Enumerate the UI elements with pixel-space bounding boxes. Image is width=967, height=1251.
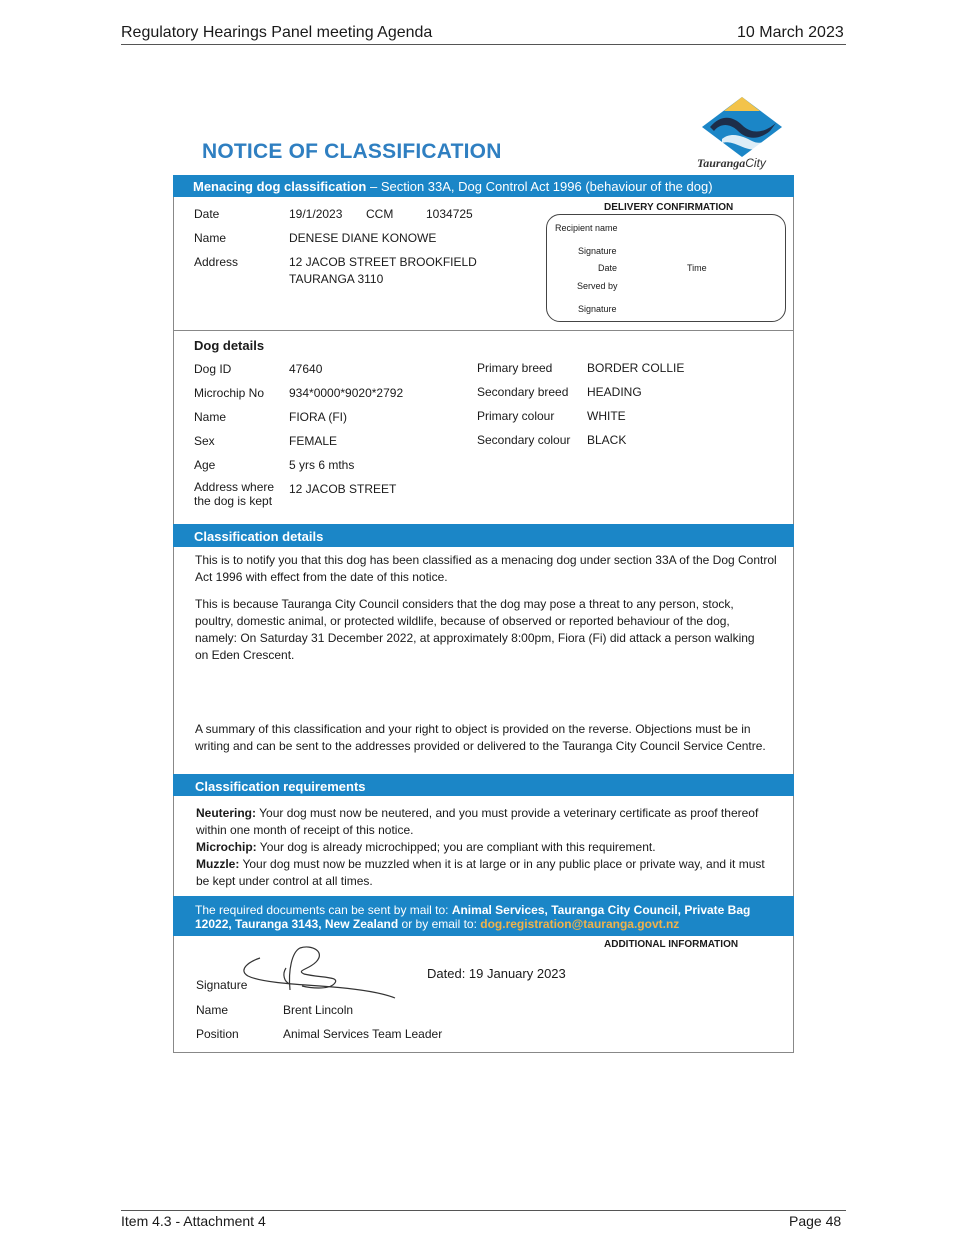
secondary-breed-label: Secondary breed [477, 385, 569, 399]
ccm-label: CCM [366, 207, 394, 221]
band-title-rest: – Section 33A, Dog Control Act 1996 (behaviour of the dog) [366, 179, 713, 194]
header-divider [121, 44, 846, 45]
dog-name-label: Name [194, 410, 227, 424]
additional-information-title: ADDITIONAL INFORMATION [604, 939, 739, 950]
requirements-text [196, 805, 774, 890]
classification-para-1: This is to notify you that this dog has been classified as a menacing dog under section 33A of the Dog Control Act 1996 with effect from the date of this notice. [195, 553, 777, 584]
primary-colour-value: WHITE [587, 409, 626, 423]
dog-sex-value: FEMALE [289, 434, 338, 448]
signer-name-value: Brent Lincoln [283, 1003, 354, 1017]
page-header-date: 10 March 2023 [737, 24, 844, 41]
owner-address-line2: TAURANGA 3110 [289, 272, 384, 286]
mail-instructions-band [173, 896, 794, 936]
footer-divider [121, 1210, 846, 1211]
page-footer-item: Item 4.3 - Attachment 4 [121, 1213, 266, 1229]
page-footer-page: Page 48 [789, 1213, 842, 1229]
owner-divider [173, 330, 794, 331]
requirement-microchip [196, 839, 774, 856]
notice-title: NOTICE OF CLASSIFICATION [202, 140, 502, 163]
recipient-name-label: Recipient name [555, 223, 618, 233]
dog-age-value: 5 yrs 6 mths [289, 458, 355, 472]
secondary-colour-label: Secondary colour [477, 433, 571, 447]
signature-label: Signature [196, 978, 248, 992]
recipient-signature-label: Signature [578, 246, 617, 256]
delivery-time-label: Time [687, 263, 707, 273]
primary-breed-label: Primary breed [477, 361, 553, 375]
signer-name-label: Name [196, 1003, 229, 1017]
secondary-breed-value: HEADING [587, 385, 642, 399]
mail-intro: The required documents can be sent by mail to: [195, 903, 452, 917]
dog-address-value: 12 JACOB STREET [289, 482, 397, 496]
dog-id-label: Dog ID [194, 362, 232, 376]
muzzle-text: Your dog must now be muzzled when it is at large or in any public place or private way, and it must be kept under control at all times. [196, 857, 765, 888]
dog-age-label: Age [194, 458, 216, 472]
owner-name-label: Name [194, 231, 227, 245]
date-value: 19/1/2023 [289, 207, 343, 221]
dog-address-label-1: Address where [194, 480, 275, 494]
microchip-value: 934*0000*9020*2792 [289, 386, 404, 400]
microchip-req-label: Microchip: [196, 840, 257, 854]
dog-name-value: FIORA (FI) [289, 410, 347, 424]
classification-para-3: A summary of this classification and your right to object is provided on the reverse. Objections must be in writing and can be sent to the addresses provided or delivered to the Tauranga City Council Service Centre. [195, 722, 766, 753]
mail-address: Animal Services, Tauranga City Council, Private Bag 12022, Tauranga 3143, New Zealand [195, 903, 751, 931]
logo-wordmark-main: Tauranga [697, 156, 746, 170]
band-title-bold: Menacing dog classification [193, 179, 367, 194]
secondary-colour-value: BLACK [587, 433, 627, 447]
requirement-muzzle [196, 856, 774, 890]
neutering-label: Neutering: [196, 806, 256, 820]
signer-position-value: Animal Services Team Leader [283, 1027, 443, 1041]
dated-text: Dated: 19 January 2023 [427, 966, 566, 981]
primary-breed-value: BORDER COLLIE [587, 361, 685, 375]
classification-requirements-band: Classification requirements [173, 774, 794, 796]
signer-position-label: Position [196, 1027, 239, 1041]
delivery-date-label: Date [598, 263, 618, 273]
logo-wordmark [697, 156, 766, 171]
neutering-text: Your dog must now be neutered, and you must provide a veterinary certificate as proof thereof within one month of receipt of this notice. [196, 806, 759, 837]
served-by-label: Served by [577, 281, 618, 291]
date-label: Date [194, 207, 220, 221]
muzzle-label: Muzzle: [196, 857, 240, 871]
classification-band [173, 175, 794, 197]
logo-wordmark-city: City [745, 156, 766, 170]
dog-address-label-2: the dog is kept [194, 494, 273, 508]
classification-details-band: Classification details [173, 524, 794, 547]
primary-colour-label: Primary colour [477, 409, 555, 423]
microchip-label: Microchip No [194, 386, 265, 400]
mail-or-email: or by email to: [398, 917, 481, 931]
owner-address-label: Address [194, 255, 239, 269]
microchip-req-text: Your dog is already microchipped; you are compliant with this requirement. [256, 840, 656, 854]
page-header-title: Regulatory Hearings Panel meeting Agenda [121, 24, 433, 41]
dog-id-value: 47640 [289, 362, 323, 376]
dog-sex-label: Sex [194, 434, 215, 448]
requirement-neutering [196, 805, 774, 839]
delivery-confirmation-title: DELIVERY CONFIRMATION [604, 202, 734, 213]
owner-address-line1: 12 JACOB STREET BROOKFIELD [289, 255, 477, 269]
dog-details-title: Dog details [194, 338, 265, 353]
server-signature-label: Signature [578, 304, 617, 314]
signature-scribble-icon [230, 940, 405, 1000]
ccm-value: 1034725 [426, 207, 473, 221]
classification-para-2: This is because Tauranga City Council considers that the dog may pose a threat to any person, stock, poultry, domestic animal, or protected wildlife, because of observed or reported behaviour of the dog, namely: On Saturday 31 December 2022, at approximately 8:00pm, Fiora (Fi) did attack a person walking on Eden Crescent. [195, 597, 755, 662]
mail-email: dog.registration@tauranga.govt.nz [480, 917, 680, 931]
owner-name-value: DENESE DIANE KONOWE [289, 231, 437, 245]
